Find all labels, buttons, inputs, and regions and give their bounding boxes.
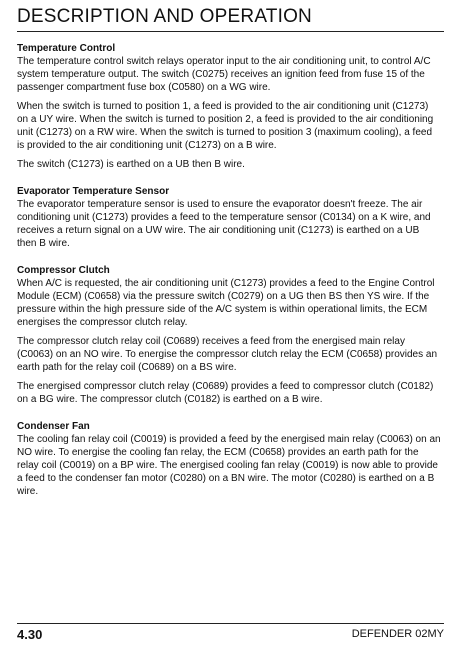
section-heading: Compressor Clutch xyxy=(17,265,110,276)
paragraph: The switch (C1273) is earthed on a UB then B wire. xyxy=(17,159,245,170)
section-temperature-control xyxy=(17,42,441,171)
footer-divider xyxy=(17,623,444,624)
document-id: DEFENDER 02MY xyxy=(351,628,444,640)
section-condenser-fan xyxy=(17,420,441,498)
paragraph: When the switch is turned to position 1, a feed is provided to the air conditioning unit (C1273) on a UY wire. When the switch is turned to position 2, a feed is provided to the air conditioning unit (C1273) on a RW wire. When the switch is turned to position 3 (maximum cooling), a feed is provided to the air conditioning unit (C1273) on a B wire. xyxy=(17,101,434,151)
paragraph: The evaporator temperature sensor is used to ensure the evaporator doesn't freeze. The air conditioning unit (C1273) provides a feed to the temperature sensor (C0134) on a K wire, and receives a return signal on a UW wire. The air conditioning unit (C1273) is earthed on a UB then B wire. xyxy=(17,199,431,249)
section-heading: Evaporator Temperature Sensor xyxy=(17,186,170,197)
page-number: 4.30 xyxy=(17,627,43,642)
section-evaporator-temperature-sensor xyxy=(17,185,441,250)
paragraph: The cooling fan relay coil (C0019) is provided a feed by the energised main relay (C0063) on an NO wire. To energise the cooling fan relay, the ECM (C0658) provides an earth path for the relay coil (C0019) on a BP wire. The energised cooling fan relay (C0019) is now able to provide a feed to the condenser fan motor (C0280) on a BN wire. The motor (C0280) is earthed on a B wire. xyxy=(17,434,441,497)
section-heading: Condenser Fan xyxy=(17,421,90,432)
section-heading: Temperature Control xyxy=(17,43,116,54)
paragraph: The temperature control switch relays operator input to the air conditioning unit, to control A/C system temperature output. The switch (C0275) receives an ignition feed from fuse 15 of the passenger compartment fuse box (C0580) on a WG wire. xyxy=(17,56,431,93)
section-compressor-clutch xyxy=(17,264,441,406)
document-body xyxy=(17,42,441,504)
paragraph: The energised compressor clutch relay (C0689) provides a feed to compressor clutch (C0182) on a BG wire. The compressor clutch (C0182) is earthed on a B wire. xyxy=(17,381,434,405)
paragraph: The compressor clutch relay coil (C0689) receives a feed from the energised main relay (C0063) on an NO wire. To energise the compressor clutch relay the ECM (C0658) provides an earth path for the relay coil (C0689) on a BS wire. xyxy=(17,336,438,373)
paragraph: When A/C is requested, the air conditioning unit (C1273) provides a feed to the Engine Control Module (ECM) (C0658) via the pressure switch (C0279) on a UG then BS then YS wire. If the pressure within the high pressure side of the A/C system is within operational limits, the ECM energises the compressor clutch relay. xyxy=(17,278,435,328)
title-divider xyxy=(17,31,444,32)
page-title: DESCRIPTION AND OPERATION xyxy=(17,6,312,27)
